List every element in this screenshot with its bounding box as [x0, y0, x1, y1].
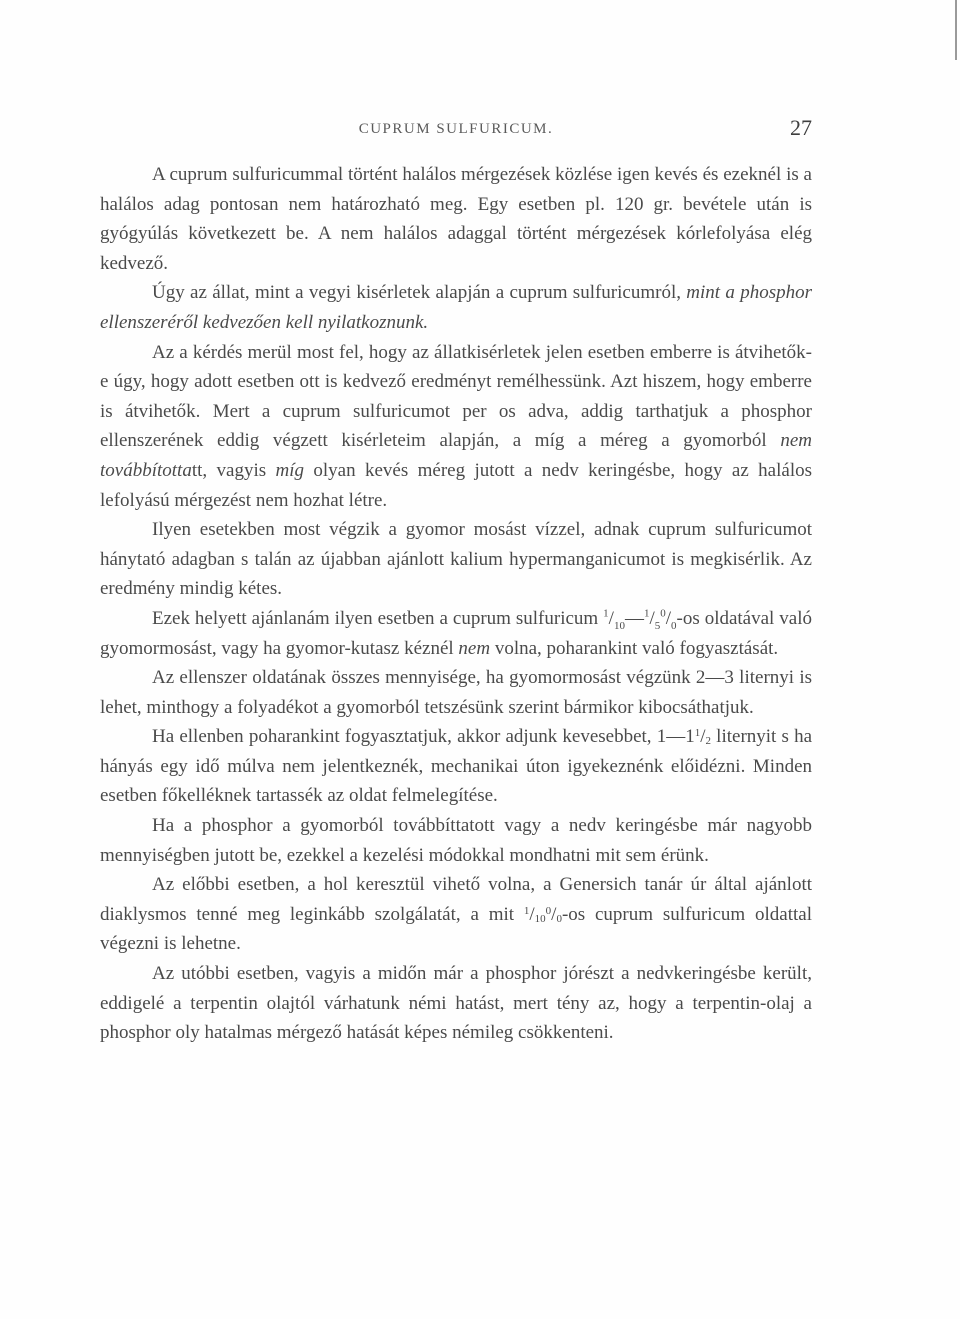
- text-run: Ilyen esetekben most végzik a gyomor mosást vízzel, adnak cuprum sulfuricumot hánytató adagban s talán az újabban ajánlott kalium hypermanganicumot is megkisérlik. Az eredmény mindig kétes.: [100, 519, 812, 600]
- italic-run: nem továbbította: [100, 430, 812, 481]
- superscript: 1: [694, 727, 701, 740]
- text-run: Ha ellenben poharankint fogyasztatjuk, akkor adjunk kevesebbet, 1—1: [152, 726, 695, 748]
- page-edge-line: [955, 0, 957, 60]
- italic-run: mint a phosphor ellenszeréről kedvezően kell nyilatkoznunk.: [100, 282, 812, 333]
- paragraph: [100, 811, 812, 870]
- subscript: 10: [534, 912, 546, 925]
- text-run: Az előbbi esetben, a hol keresztül vihető volna, a Genersich tanár úr által ajánlott diaklysmos tenné meg leginkább szolgálatát, a mit: [100, 874, 812, 925]
- body-text: [100, 160, 812, 1048]
- paragraph: [100, 959, 812, 1048]
- running-title: CUPRUM SULFURICUM.: [358, 121, 554, 137]
- paragraph: [100, 515, 812, 604]
- paragraph: [100, 160, 812, 278]
- subscript: 0: [556, 912, 562, 925]
- text-run: Az utóbbi esetben, vagyis a midőn már a phosphor jórészt a nedvkeringésbe került, eddigelé a terpentin olajtól várhatunk némi hatást, mert tény az, hogy a terpentin-olaj a phosphor oly hatalmas mérgező hatását képes némileg csökkenteni.: [100, 963, 812, 1044]
- subscript: 2: [705, 735, 711, 748]
- paragraph-tail: -os oldatával való gyomormosást, vagy ha gyomor-kutasz kéznél: [100, 607, 813, 659]
- fraction-denominator: 10: [613, 619, 625, 632]
- text-run: tt, vagyis: [191, 459, 276, 481]
- page-number: 27: [790, 115, 812, 140]
- paragraph: [100, 338, 812, 516]
- paragraph-end: volna, poharankint való fogyasztását.: [490, 637, 779, 659]
- text-run: Az ellenszer oldatának összes mennyisége, ha gyomormosást végzünk 2—3 liternyi is lehet, minthogy a folyadékot a gyomorból tetszésünk szerint bármikor kibocsáthatjuk.: [100, 667, 812, 718]
- paragraph: Ezek helyett ajánlanám ilyen esetben a cuprum sulfuricum $^1/_{10}—^1/_5^0/_0-os$ oldatával való gyomormosást, vagy ha gyomor-kutasz kéznél nem volna, poharankint való fogyasztását.: [100, 607, 813, 659]
- paragraph-lead: Ezek helyett ajánlanám ilyen esetben a cuprum sulfuricum: [152, 607, 599, 629]
- percent-bottom: 0: [671, 619, 677, 632]
- fraction-numerator: 1: [603, 607, 609, 620]
- italic-run: nem: [458, 637, 491, 659]
- italic-run: míg: [275, 459, 305, 481]
- fraction-numerator: 1: [643, 607, 650, 620]
- running-head: [100, 115, 812, 145]
- range-dash: —: [624, 607, 644, 629]
- paragraph: [100, 663, 812, 722]
- text-run: olyan kevés méreg jutott a nedv keringésbe, hogy az halálos lefolyású mérgezést nem hozhat létre.: [100, 459, 812, 511]
- text-run: Úgy az állat, mint a vegyi kisérletek alapján a cuprum sulfuricumról,: [152, 282, 687, 304]
- text-run: /: [551, 903, 557, 925]
- text-run: Az a kérdés merül most fel, hogy az állatkisérletek jelen esetben emberre is átvihetők-e úgy, hogy adott esetben ott is kedvező eredményt remélhessünk. Azt hiszem, hogy emberre is átvihetők. Mert a cuprum sulfuricumot per os adva, addig tarthatjuk a phosphor ellenszerének eddig végzett kisérleteim alapján, a míg a méreg a gyomorból: [100, 341, 812, 452]
- text-run: A cuprum sulfuricummal történt halálos mérgezések közlése igen kevés és ezeknél is a halálos adag pontosan nem határozható meg. Egy esetben pl. 120 gr. bevétele után is gyógyúlás következett be. A nem halálos adaggal történt mérgezések kórlefolyása elég kedvező.: [100, 164, 812, 274]
- paragraph: [100, 278, 812, 337]
- text-run: -os cuprum sulfuricum oldattal végezni is lehetne.: [100, 903, 812, 955]
- text-run: liternyit s ha hányás egy idő múlva nem jelentkeznék, mechanikai úton igyekeznénk előidézni. Minden esetben főkelléknek tartassék az oldat felmelegítése.: [100, 726, 813, 807]
- fraction-denominator: 5: [654, 619, 661, 632]
- superscript: 0: [545, 904, 552, 917]
- text-run: Ha a phosphor a gyomorból továbbíttatott vagy a nedv keringésbe már nagyobb mennyiségben jutott be, ezekkel a kezelési módokkal mondhatni mit sem érünk.: [100, 815, 812, 866]
- text-run: /: [700, 726, 706, 748]
- superscript: 1: [523, 904, 530, 917]
- paragraph: [100, 722, 812, 811]
- text-run: /: [529, 903, 535, 925]
- paragraph: [100, 870, 812, 959]
- percent-top: 0: [660, 607, 666, 620]
